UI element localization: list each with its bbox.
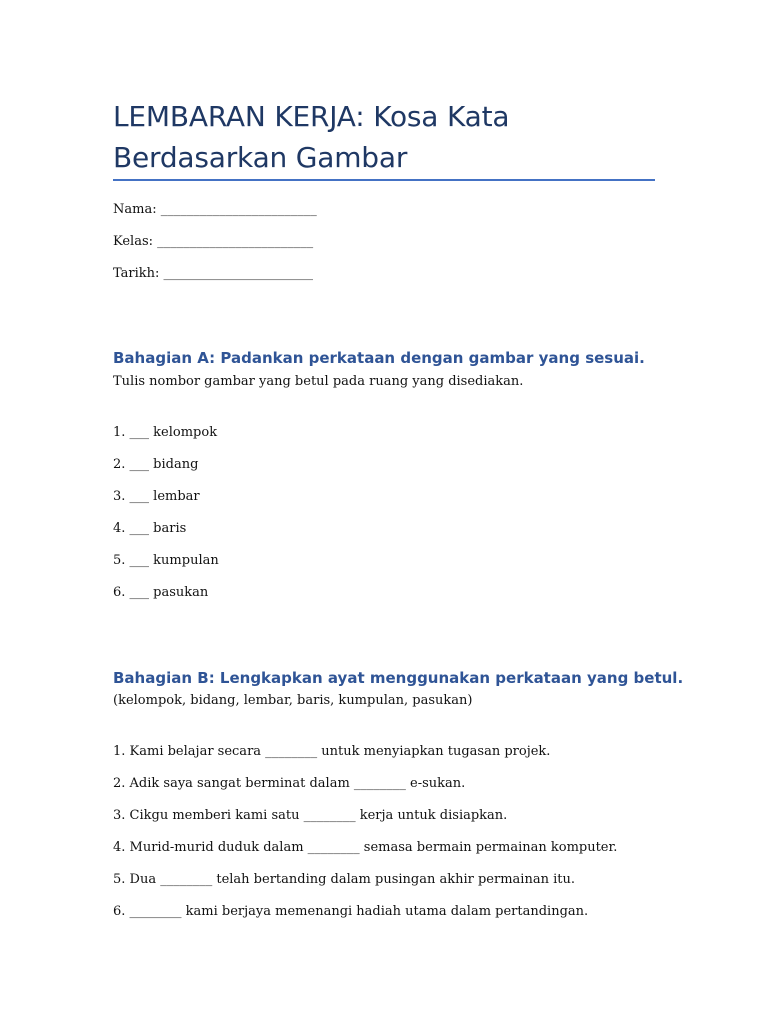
section-a-item: 2. ___ bidang (113, 457, 199, 472)
section-b-item: 2. Adik saya sangat berminat dalam ________ e-sukan. (113, 776, 466, 791)
section-b-item: 3. Cikgu memberi kami satu ________ kerja untuk disiapkan. (113, 808, 508, 823)
section-a-instruction: Tulis nombor gambar yang betul pada ruang yang disediakan. (113, 374, 524, 389)
title-underline (113, 179, 655, 181)
section-b-item: 6. ________ kami berjaya memenangi hadiah utama dalam pertandingan. (113, 904, 589, 919)
section-a-item: 1. ___ kelompok (113, 425, 218, 440)
section-a-item: 6. ___ pasukan (113, 585, 209, 600)
section-b-item: 1. Kami belajar secara ________ untuk menyiapkan tugasan projek. (113, 744, 551, 759)
section-b-heading: Bahagian B: Lengkapkan ayat menggunakan perkataan yang betul. (113, 669, 684, 687)
section-b-word-bank: (kelompok, bidang, lembar, baris, kumpulan, pasukan) (113, 693, 473, 708)
date-field: Tarikh: _______________________ (113, 266, 314, 281)
section-a-heading: Bahagian A: Padankan perkataan dengan gambar yang sesuai. (113, 349, 645, 367)
section-a-item: 3. ___ lembar (113, 489, 200, 504)
page-title: LEMBARAN KERJA: Kosa Kata Berdasarkan Gambar (113, 100, 510, 174)
class-field: Kelas: ________________________ (113, 234, 314, 249)
section-b-item: 5. Dua ________ telah bertanding dalam pusingan akhir permainan itu. (113, 872, 575, 887)
section-a-item: 5. ___ kumpulan (113, 553, 219, 568)
section-b-item: 4. Murid-murid duduk dalam ________ semasa bermain permainan komputer. (113, 840, 618, 855)
section-a-item: 4. ___ baris (113, 521, 187, 536)
name-field: Nama: ________________________ (113, 202, 317, 217)
